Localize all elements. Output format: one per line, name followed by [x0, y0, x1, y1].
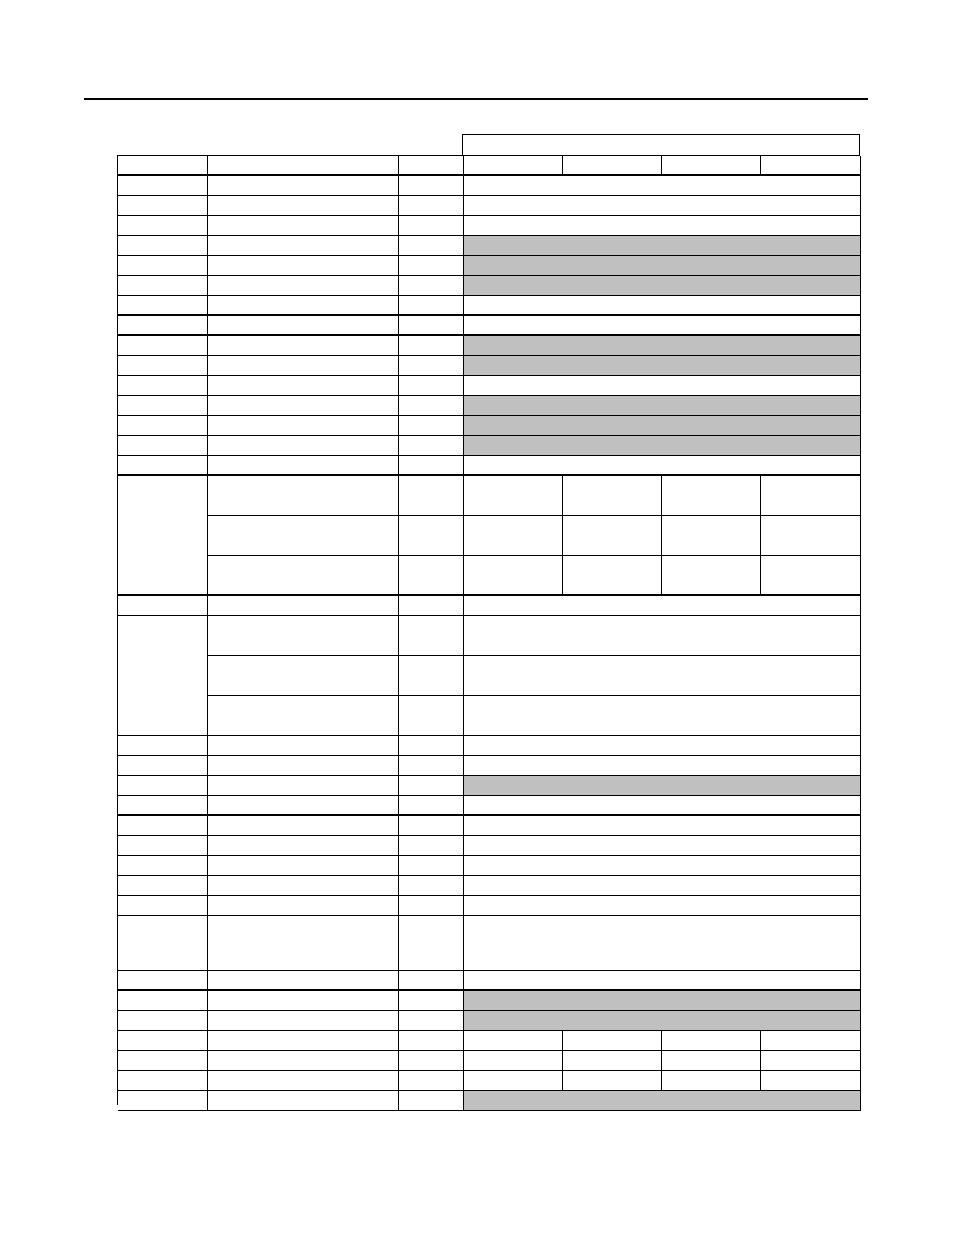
- value-cell: [563, 1031, 662, 1051]
- value-cell: [464, 971, 861, 991]
- row-label-cell: [118, 1011, 208, 1031]
- value-cell: [563, 1071, 662, 1091]
- row-label-cell: [118, 876, 208, 896]
- section-divider: [118, 814, 861, 816]
- row-name-cell: [208, 236, 399, 256]
- value-cell: [464, 216, 861, 236]
- row-unit-cell: [399, 896, 464, 916]
- section-divider: [118, 989, 861, 991]
- value-cell: [563, 516, 662, 556]
- value-cell: [464, 316, 861, 336]
- row-label-cell: [118, 376, 208, 396]
- row-label-cell: [118, 476, 208, 596]
- header-cell: [662, 156, 761, 176]
- row-name-cell: [208, 656, 399, 696]
- value-cell: [563, 476, 662, 516]
- value-cell: [464, 756, 861, 776]
- value-cell: [464, 796, 861, 816]
- row-name-cell: [208, 516, 399, 556]
- value-cell: [464, 1011, 861, 1031]
- row-name-cell: [208, 336, 399, 356]
- row-label-cell: [118, 256, 208, 276]
- value-cell: [662, 1071, 761, 1091]
- row-name-cell: [208, 836, 399, 856]
- row-label-cell: [118, 1071, 208, 1091]
- row-name-cell: [208, 416, 399, 436]
- row-unit-cell: [399, 916, 464, 971]
- row-label-cell: [118, 436, 208, 456]
- row-name-cell: [208, 356, 399, 376]
- row-name-cell: [208, 991, 399, 1011]
- row-name-cell: [208, 296, 399, 316]
- row-name-cell: [208, 916, 399, 971]
- row-unit-cell: [399, 296, 464, 316]
- value-cell: [464, 196, 861, 216]
- value-cell: [464, 556, 563, 596]
- row-label-cell: [118, 336, 208, 356]
- header-cell: [563, 156, 662, 176]
- row-unit-cell: [399, 1011, 464, 1031]
- value-cell: [464, 696, 861, 736]
- row-unit-cell: [399, 516, 464, 556]
- value-cell: [464, 436, 861, 456]
- row-label-cell: [118, 176, 208, 196]
- row-name-cell: [208, 776, 399, 796]
- row-unit-cell: [399, 256, 464, 276]
- value-cell: [464, 256, 861, 276]
- value-cell: [464, 1051, 563, 1071]
- row-unit-cell: [399, 1071, 464, 1091]
- row-label-cell: [118, 616, 208, 736]
- row-unit-cell: [399, 876, 464, 896]
- row-label-cell: [118, 916, 208, 971]
- row-unit-cell: [399, 456, 464, 476]
- row-label-cell: [118, 1051, 208, 1071]
- row-name-cell: [208, 376, 399, 396]
- row-label-cell: [118, 736, 208, 756]
- row-name-cell: [208, 316, 399, 336]
- value-cell: [464, 456, 861, 476]
- value-cell: [662, 556, 761, 596]
- value-cell: [563, 1051, 662, 1071]
- row-name-cell: [208, 196, 399, 216]
- row-name-cell: [208, 1011, 399, 1031]
- value-cell: [464, 476, 563, 516]
- row-name-cell: [208, 896, 399, 916]
- row-label-cell: [118, 776, 208, 796]
- value-cell: [464, 336, 861, 356]
- value-cell: [464, 656, 861, 696]
- row-unit-cell: [399, 316, 464, 336]
- row-label-cell: [118, 396, 208, 416]
- row-name-cell: [208, 856, 399, 876]
- row-label-cell: [118, 896, 208, 916]
- value-cell: [464, 376, 861, 396]
- row-unit-cell: [399, 176, 464, 196]
- section-divider: [118, 474, 861, 476]
- row-name-cell: [208, 796, 399, 816]
- value-cell: [464, 616, 861, 656]
- value-cell: [761, 556, 861, 596]
- value-cell: [464, 176, 861, 196]
- value-cell: [464, 916, 861, 971]
- row-unit-cell: [399, 236, 464, 256]
- value-cell: [464, 836, 861, 856]
- value-cell: [464, 356, 861, 376]
- header-cell: [464, 156, 563, 176]
- row-label-cell: [118, 596, 208, 616]
- row-name-cell: [208, 256, 399, 276]
- row-name-cell: [208, 971, 399, 991]
- value-cell: [662, 1051, 761, 1071]
- row-unit-cell: [399, 736, 464, 756]
- row-name-cell: [208, 276, 399, 296]
- row-label-cell: [118, 416, 208, 436]
- value-cell: [464, 816, 861, 836]
- value-cell: [464, 1031, 563, 1051]
- value-cell: [464, 236, 861, 256]
- value-cell: [464, 776, 861, 796]
- row-unit-cell: [399, 1091, 464, 1111]
- row-label-cell: [118, 276, 208, 296]
- row-name-cell: [208, 436, 399, 456]
- row-unit-cell: [399, 216, 464, 236]
- row-label-cell: [118, 236, 208, 256]
- value-cell: [761, 476, 861, 516]
- row-unit-cell: [399, 276, 464, 296]
- row-unit-cell: [399, 796, 464, 816]
- row-unit-cell: [399, 971, 464, 991]
- value-cell: [464, 596, 861, 616]
- section-divider: [118, 174, 861, 176]
- row-label-cell: [118, 216, 208, 236]
- row-unit-cell: [399, 556, 464, 596]
- row-name-cell: [208, 476, 399, 516]
- row-unit-cell: [399, 656, 464, 696]
- row-unit-cell: [399, 1051, 464, 1071]
- value-cell: [464, 396, 861, 416]
- row-name-cell: [208, 876, 399, 896]
- row-label-cell: [118, 856, 208, 876]
- section-divider: [118, 314, 861, 316]
- value-cell: [464, 991, 861, 1011]
- row-label-cell: [118, 796, 208, 816]
- row-unit-cell: [399, 336, 464, 356]
- value-cell: [761, 1031, 861, 1051]
- section-divider: [118, 334, 861, 336]
- row-unit-cell: [399, 596, 464, 616]
- row-name-cell: [208, 176, 399, 196]
- value-cell: [761, 1051, 861, 1071]
- row-unit-cell: [399, 376, 464, 396]
- row-name-cell: [208, 596, 399, 616]
- row-unit-cell: [399, 196, 464, 216]
- row-label-cell: [118, 836, 208, 856]
- row-name-cell: [208, 736, 399, 756]
- row-label-cell: [118, 816, 208, 836]
- row-unit-cell: [399, 476, 464, 516]
- header-cell: [761, 156, 861, 176]
- column-group-header: [462, 134, 860, 155]
- value-cell: [464, 896, 861, 916]
- row-label-cell: [118, 456, 208, 476]
- row-unit-cell: [399, 756, 464, 776]
- row-name-cell: [208, 1071, 399, 1091]
- row-label-cell: [118, 991, 208, 1011]
- value-cell: [761, 516, 861, 556]
- row-name-cell: [208, 456, 399, 476]
- data-table: [117, 155, 860, 1105]
- row-unit-cell: [399, 436, 464, 456]
- section-divider: [118, 594, 861, 596]
- row-name-cell: [208, 556, 399, 596]
- row-unit-cell: [399, 1031, 464, 1051]
- header-cell: [118, 156, 208, 176]
- value-cell: [662, 1031, 761, 1051]
- row-label-cell: [118, 316, 208, 336]
- row-name-cell: [208, 396, 399, 416]
- row-unit-cell: [399, 991, 464, 1011]
- value-cell: [464, 876, 861, 896]
- row-name-cell: [208, 696, 399, 736]
- row-unit-cell: [399, 836, 464, 856]
- row-label-cell: [118, 356, 208, 376]
- row-unit-cell: [399, 416, 464, 436]
- value-cell: [464, 1091, 861, 1111]
- row-name-cell: [208, 1051, 399, 1071]
- row-unit-cell: [399, 396, 464, 416]
- row-name-cell: [208, 1031, 399, 1051]
- row-unit-cell: [399, 696, 464, 736]
- value-cell: [464, 1071, 563, 1091]
- row-unit-cell: [399, 856, 464, 876]
- header-cell: [208, 156, 399, 176]
- row-label-cell: [118, 756, 208, 776]
- row-unit-cell: [399, 776, 464, 796]
- row-label-cell: [118, 1031, 208, 1051]
- row-unit-cell: [399, 616, 464, 656]
- row-label-cell: [118, 196, 208, 216]
- value-cell: [464, 296, 861, 316]
- value-cell: [464, 516, 563, 556]
- row-name-cell: [208, 816, 399, 836]
- row-name-cell: [208, 216, 399, 236]
- row-name-cell: [208, 756, 399, 776]
- value-cell: [563, 556, 662, 596]
- row-unit-cell: [399, 816, 464, 836]
- value-cell: [464, 736, 861, 756]
- value-cell: [464, 416, 861, 436]
- value-cell: [464, 276, 861, 296]
- value-cell: [662, 476, 761, 516]
- value-cell: [464, 856, 861, 876]
- header-cell: [399, 156, 464, 176]
- value-cell: [662, 516, 761, 556]
- row-label-cell: [118, 971, 208, 991]
- row-label-cell: [118, 1091, 208, 1111]
- top-rule: [84, 98, 868, 100]
- row-name-cell: [208, 616, 399, 656]
- value-cell: [761, 1071, 861, 1091]
- row-name-cell: [208, 1091, 399, 1111]
- row-unit-cell: [399, 356, 464, 376]
- row-label-cell: [118, 296, 208, 316]
